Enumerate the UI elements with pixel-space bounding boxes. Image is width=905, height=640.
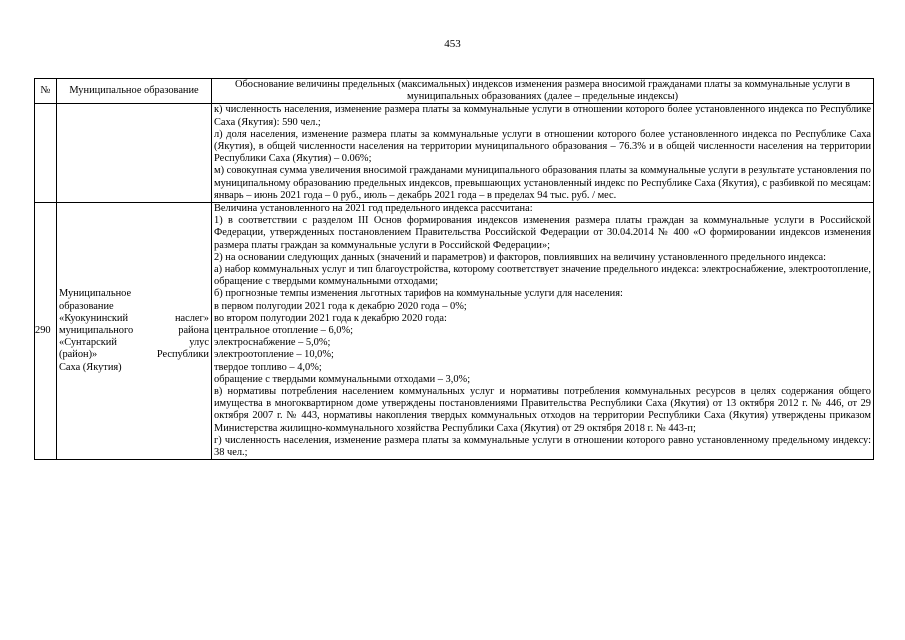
municipality-line: (район)» Республики xyxy=(59,349,209,361)
header-num: № xyxy=(35,79,57,104)
paragraph-1: 1) в соответствии с разделом III Основ формирования индексов изменения размера платы граждан за коммунальные услуги в Российской Федерации, утвержденных постановлением Правительства Российской Федерации от 30.04.2014 № 400 «О формировании индексов изменения размера платы граждан за коммунальные услуги в Российской Федерации»; xyxy=(214,215,871,251)
paragraph-m: м) совокупная сумма увеличения вносимой гражданами муниципального образования платы за коммунальные услуги в результате установления по муниципальному образованию предельных индексов, превышающих установленный индекс по Республике Саха (Якутия), с разбивкой по месяцам: январь – июнь 2021 года – 0 руб., июль – декабрь 2021 года – в пределах 94 тыс. руб. / мес. xyxy=(214,165,871,201)
municipality-line: Муниципальное xyxy=(59,288,132,300)
municipality-line: муниципального района xyxy=(59,325,209,337)
paragraph-a: а) набор коммунальных услуг и тип благоустройства, которому соответствует значение предельного индекса: электроснабжение, электроотопление, обращение с твердыми коммунальными отходами; xyxy=(214,264,871,288)
cell-justification-continuation xyxy=(212,104,874,203)
paragraph-b: б) прогнозные темпы изменения льготных тарифов на коммунальные услуги для населения: xyxy=(214,288,623,300)
header-municipality: Муниципальное образование xyxy=(57,79,212,104)
paragraph-intro: Величина установленного на 2021 год предельного индекса рассчитана: xyxy=(214,203,533,215)
paragraph-g: г) численность населения, изменение размера платы за коммунальные услуги в отношении которого равно установленному предельному индексу: 38 чел.; xyxy=(214,434,871,459)
indices-table xyxy=(34,78,874,460)
municipality-line: «Сунтарский улус xyxy=(59,337,209,349)
municipality-line: Саха (Якутия) xyxy=(59,361,122,373)
cell-justification-290 xyxy=(212,203,874,460)
paragraph-v: в) нормативы потребления населением коммунальных услуг и нормативы потребления коммунальных ресурсов в целях содержания общего имущества в многоквартирном доме утверждены постановлениями Правительства Республики Саха (Якутия) от 13 октября 2012 г. № 446, от 29 октября 2007 г. № 443, нормативы накопления твердых коммунальных отходов на территории Республики Саха (Якутия) утверждены приказом Министерства жилищно-коммунального хозяйства Республики Саха (Якутия) от 29 октября 2018 г. № 443-п; xyxy=(214,386,871,434)
cell-municipality-continuation xyxy=(57,104,212,203)
cell-municipality-290 xyxy=(57,203,212,460)
paragraph-waste: обращение с твердыми коммунальными отходами – 3,0%; xyxy=(214,373,471,385)
paragraph-second-half: во втором полугодии 2021 года к декабрю 2020 года: xyxy=(214,312,447,324)
cell-num-continuation xyxy=(35,104,57,203)
page-number: 453 xyxy=(444,38,461,50)
paragraph-2: 2) на основании следующих данных (значений и параметров) и факторов, повлиявших на величину установленного предельного индекса: xyxy=(214,251,827,263)
paragraph-electric-heating: электроотопление – 10,0%; xyxy=(214,349,334,361)
table-row-290 xyxy=(35,203,874,460)
header-justification: Обоснование величины предельных (максимальных) индексов изменения размера вносимой гражданами платы за коммунальные услуги в муниципальных образованиях (далее – предельные индексы) xyxy=(212,79,874,104)
municipality-line: образование xyxy=(59,300,114,312)
paragraph-first-half: в первом полугодии 2021 года к декабрю 2020 года – 0%; xyxy=(214,300,467,312)
paragraph-electricity: электроснабжение – 5,0%; xyxy=(214,337,331,349)
cell-num-290: 290 xyxy=(35,203,57,460)
paragraph-k: к) численность населения, изменение размера платы за коммунальные услуги в отношении которого более установленного индекса по Республике Саха (Якутия): 590 чел.; xyxy=(214,104,871,128)
paragraph-l: л) доля населения, изменение размера платы за коммунальные услуги в отношении которого более установленного индекса по Республике Саха (Якутия), в общей численности населения на территории муниципального образования – 76.3% и в общей численности населения на территории Республики Саха (Якутия) – 0.06%; xyxy=(214,128,871,165)
table-row-continuation xyxy=(35,104,874,203)
paragraph-heating: центральное отопление – 6,0%; xyxy=(214,325,353,337)
table-header-row xyxy=(35,79,874,104)
municipality-line: «Куокунинский наслег» xyxy=(59,312,209,324)
paragraph-solid-fuel: твердое топливо – 4,0%; xyxy=(214,361,322,373)
